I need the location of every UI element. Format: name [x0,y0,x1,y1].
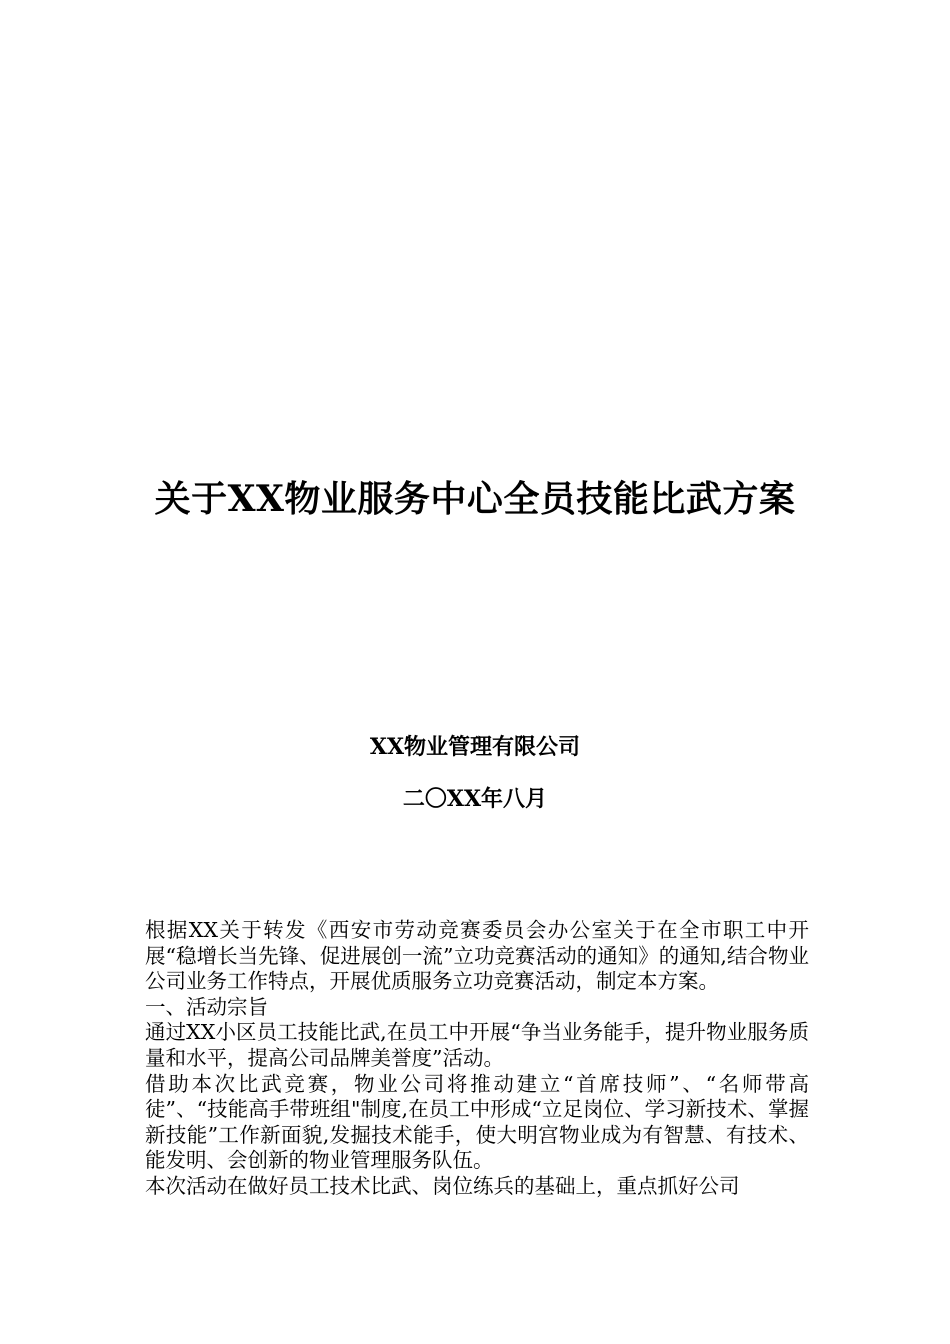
paragraph-intro: 根据XX关于转发《西安市劳动竞赛委员会办公室关于在全市职工中开展“稳增长当先锋、促进展创一流”立功竞赛活动的通知》的通知,结合物业公司业务工作特点，开展优质服务立功竞赛活动，制定本方案。 [145,918,809,994]
paragraph-purpose: 通过XX小区员工技能比武,在员工中开展“争当业务能手，提升物业服务质量和水平，提高公司品牌美誉度”活动。 [145,1020,809,1070]
document-body [145,918,809,1200]
section-heading-purpose: 一、活动宗旨 [145,994,268,1019]
paragraph-initiative: 借助本次比武竞赛，物业公司将推动建立“首席技师”、“名师带高徒”、“技能高手带班组"制度,在员工中形成“立足岗位、学习新技术、掌握新技能”工作新面貌,发掘技术能手，使大明宫物业成为有智慧、有技术、能发明、会创新的物业管理服务队伍。 [145,1071,809,1173]
document-title: 关于XX物业服务中心全员技能比武方案 [154,478,796,520]
document-date: 二〇XX年八月 [402,786,548,812]
company-name: XX物业管理有限公司 [369,734,581,760]
paragraph-focus: 本次活动在做好员工技术比武、岗位练兵的基础上，重点抓好公司 [145,1173,740,1198]
